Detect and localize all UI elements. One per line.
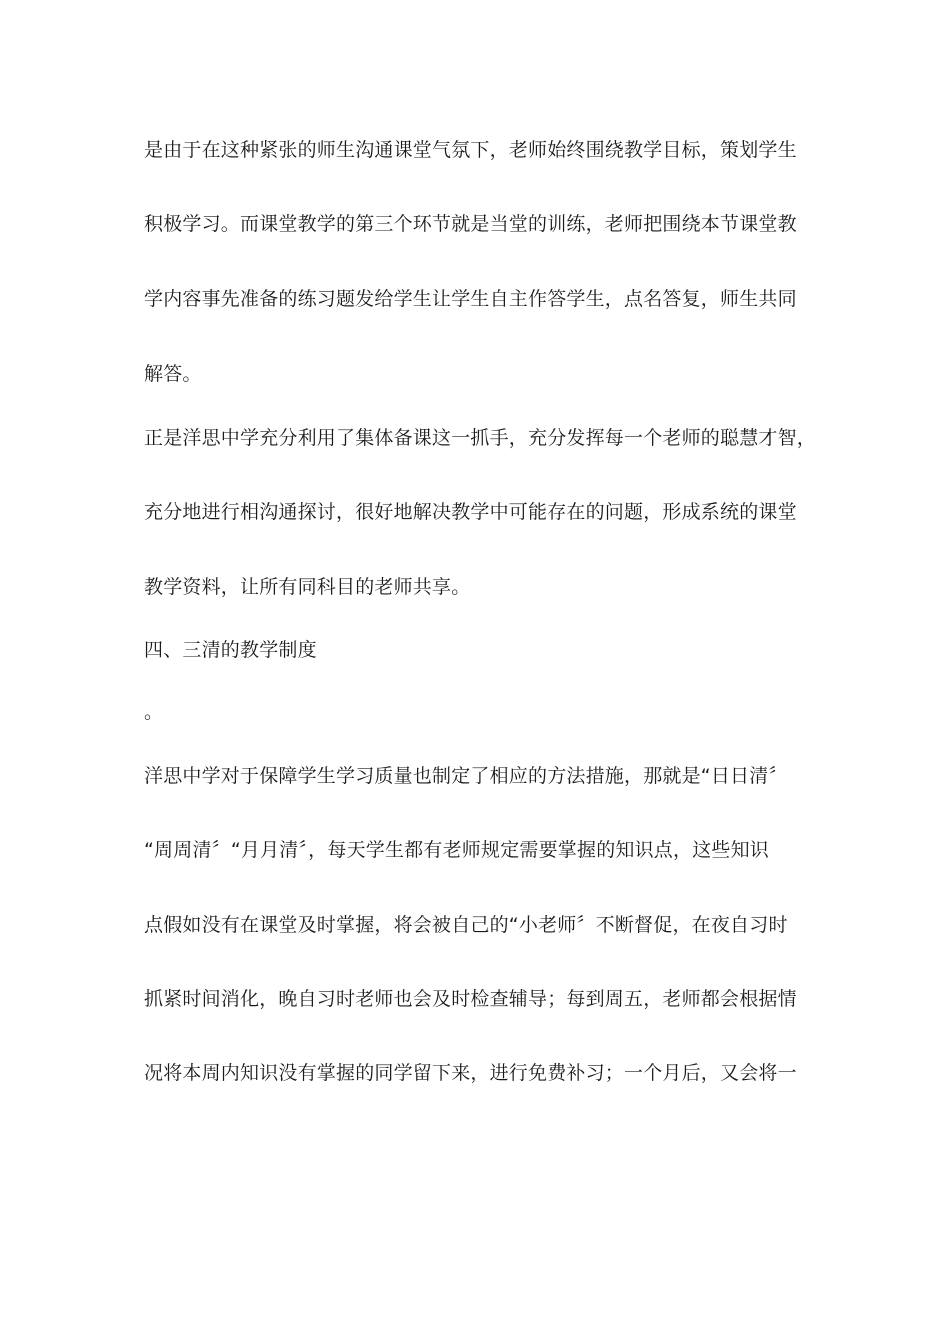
stray-punctuation: 。 [144, 701, 164, 723]
paragraph-1-line-3: 学内容事先准备的练习题发给学生让学生自主作答学生，点名答复，师生共同 [144, 288, 797, 310]
paragraph-3-line-3: 点假如没有在课堂及时掌握，将会被自己的“小老师〞不断督促，在夜自习时 [144, 914, 788, 936]
paragraph-3-line-4: 抓紧时间消化，晚自习时老师也会及时检查辅导；每到周五，老师都会根据情 [144, 988, 797, 1010]
section-heading: 四、三清的教学制度 [144, 639, 317, 661]
paragraph-2-line-3: 教学资料，让所有同科目的老师共享。 [144, 576, 471, 598]
paragraph-3-line-5: 况将本周内知识没有掌握的同学留下来，进行免费补习；一个月后，又会将一 [144, 1062, 797, 1084]
paragraph-1-line-2: 积极学习。而课堂教学的第三个环节就是当堂的训练，老师把围绕本节课堂教 [144, 213, 797, 235]
paragraph-3-line-2: “周周清〞“月月清〞，每天学生都有老师规定需要掌握的知识点，这些知识 [144, 839, 769, 861]
paragraph-1-line-4: 解答。 [144, 363, 202, 385]
paragraph-1-line-1: 是由于在这种紧张的师生沟通课堂气氛下，老师始终围绕教学目标，策划学生 [144, 139, 797, 161]
paragraph-3-line-1: 洋思中学对于保障学生学习质量也制定了相应的方法措施，那就是“日日清〞 [144, 765, 788, 787]
paragraph-2-line-1: 正是洋思中学充分利用了集体备课这一抓手，充分发挥每一个老师的聪慧才智， [144, 427, 817, 449]
paragraph-2-line-2: 充分地进行相沟通探讨，很好地解决教学中可能存在的问题，形成系统的课堂 [144, 501, 797, 523]
